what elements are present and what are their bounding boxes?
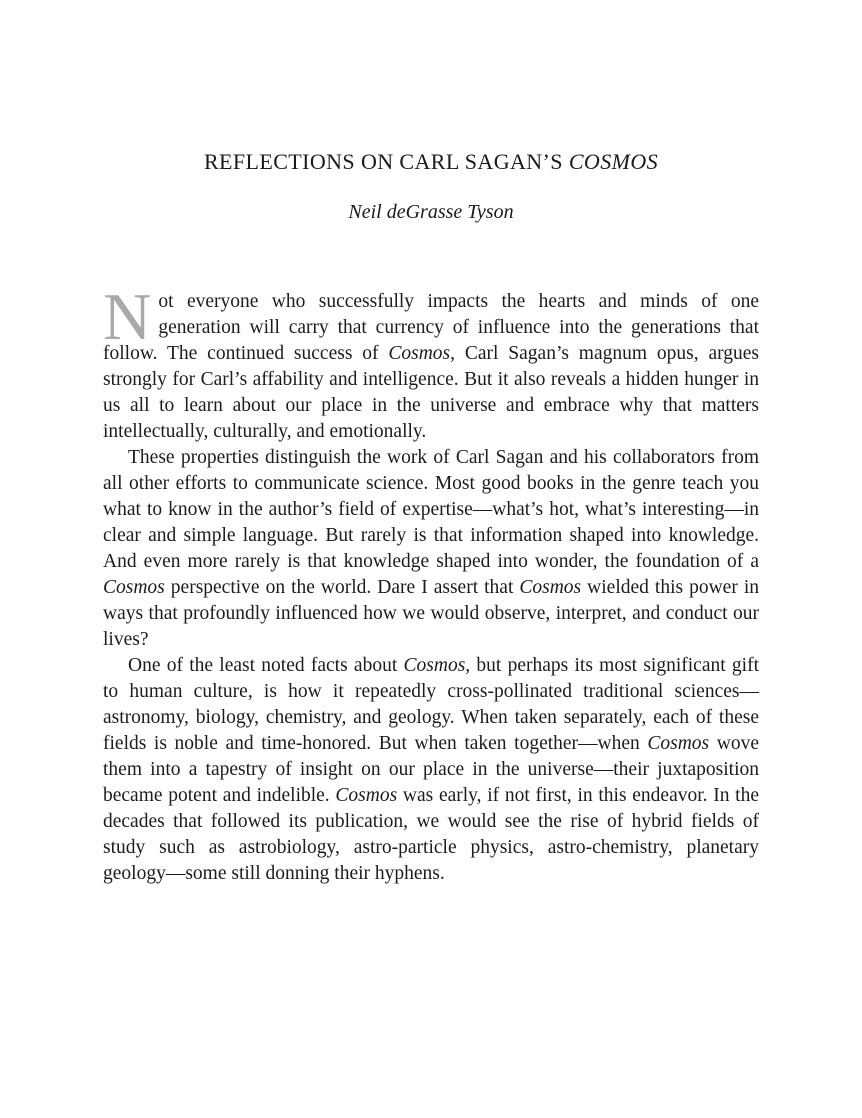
text-segment: was early, if not first, in this endeavor. In the decades that followed its publication, we would see the rise of hybrid fields of study such as astrobiology, astro-particle physics, astro-chemistry, planetary geology—some still donning their hyphens. <box>103 785 760 884</box>
italic-text: Cosmos <box>647 733 710 754</box>
paragraph <box>103 445 759 653</box>
text-segment: , Carl Sagan’s magnum opus, argues strongly for Carl’s affability and intelligence. But it also reveals a hidden hunger in us all to learn about our place in the universe and embrace why that matters intellectually, culturally, and emotionally. <box>103 343 759 442</box>
italic-text: COSMOS <box>568 149 659 174</box>
text-segment: One of the least noted facts about <box>128 655 404 676</box>
text-segment: These properties distinguish the work of Carl Sagan and his collaborators from all other efforts to communicate science. Most good books in the genre teach you what to know in the author’s field of expertise—what’s hot, what’s interesting—in clear and simple language. But rarely is that information shaped into knowledge. And even more rarely is that knowledge shaped into wonder, the foundation of a <box>103 447 759 572</box>
body-text <box>103 280 760 887</box>
text-segment: REFLECTIONS ON CARL SAGAN’S <box>203 149 569 174</box>
italic-text: Cosmos <box>519 577 582 598</box>
text-segment: wove them into a tapestry of insight on our place in the universe—their juxtaposition became potent and indelible. <box>103 733 759 806</box>
text-segment: wielded this power in ways that profoundly influenced how we would observe, interpret, and conduct our lives? <box>103 577 759 650</box>
text-segment: ot everyone who successfully impacts the hearts and minds of one generation will carry that currency of influence into the generations that follow. The continued success of <box>103 291 759 364</box>
author-name: Neil deGrasse Tyson <box>348 201 514 223</box>
italic-text: Cosmos <box>335 785 398 806</box>
paragraphs <box>103 280 760 887</box>
chapter-title <box>0 149 862 175</box>
paragraph <box>103 653 759 887</box>
italic-text: Cosmos <box>103 577 165 598</box>
drop-cap: N <box>103 280 152 354</box>
italic-text: Cosmos <box>388 343 451 364</box>
italic-text: Cosmos <box>403 655 466 676</box>
text-segment: perspective on the world. Dare I assert that <box>164 577 520 598</box>
text-segment: , but perhaps its most significant gift to human culture, is how it repeatedly cross-pollinated traditional sciences—astronomy, biology, chemistry, and geology. When taken separately, each of these fields is noble and time-honored. But when taken together—when <box>103 655 759 754</box>
paragraph <box>103 280 759 445</box>
